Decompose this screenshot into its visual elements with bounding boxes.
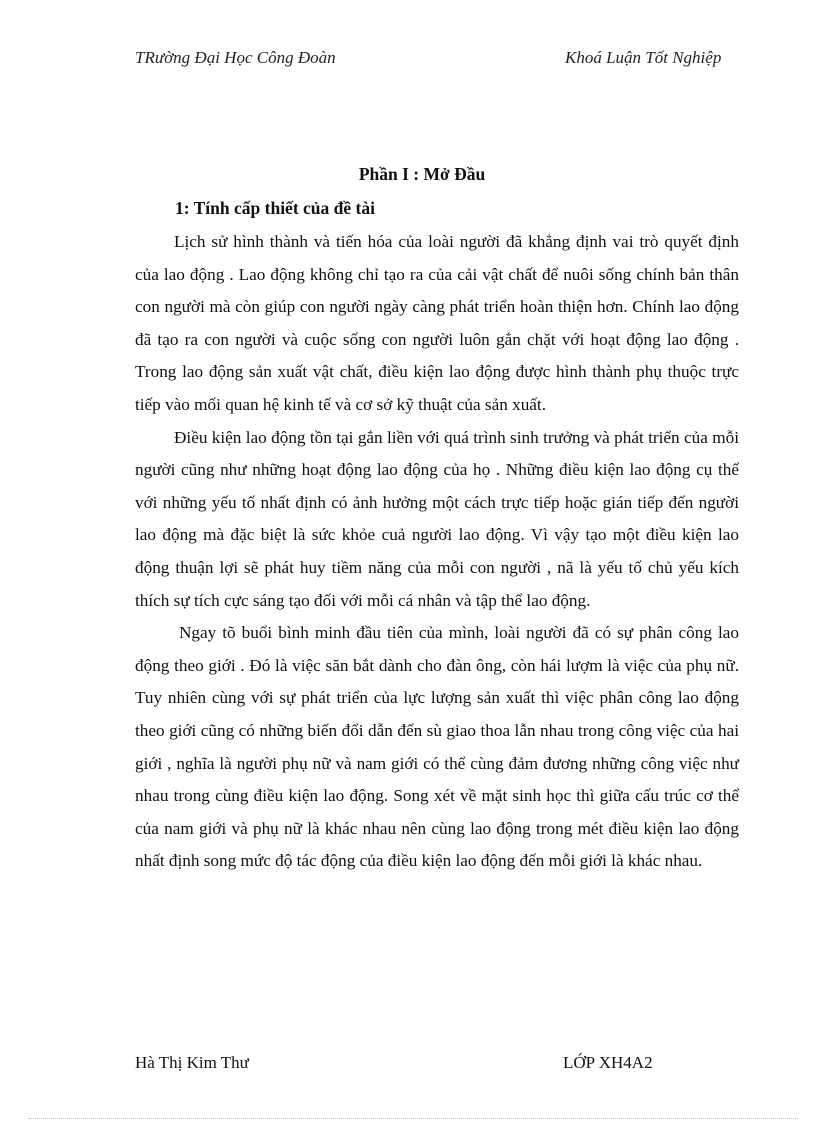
footer-class: LỚP XH4A2 — [563, 1053, 653, 1072]
header-university: TRường Đại Học Công Đoàn — [135, 48, 336, 67]
paragraph: Ngay tõ buổi bình minh đầu tiên của mình, loài người đã có sự phân công lao động theo giới . Đó là việc săn bắt dành cho đàn ông, còn hái lượm là việc của phụ nữ. Tuy nhiên cùng với sự phát triển của lực lượng sản xuất thì việc phân công lao động theo giới cũng có những biến đổi dẫn đến sù giao thoa lẫn nhau trong công việc của hai giới , nghĩa là người phụ nữ và nam giới có thể cùng đảm đương những công việc như nhau trong cùng điều kiện lao động. Song xét về mặt sinh học thì giữa cấu trúc cơ thể của nam giới và phụ nữ là khác nhau nên cùng lao động trong mét điều kiện lao động nhất định song mức độ tác động của điều kiện lao động đến mỗi giới là khác nhau. — [135, 623, 739, 871]
paragraph: Điều kiện lao động tồn tại gắn liền với quá trình sinh trưởng và phát triển của mỗi người cũng như những hoạt động lao động của họ . Những điều kiện lao động cụ thể với những yếu tố nhất định có ảnh hưởng một cách trực tiếp hoặc gián tiếp đến người lao động mà đặc biệt là sức khỏe cuả người lao động. Vì vậy tạo một điều kiện lao động thuận lợi sẽ phát huy tiềm năng của mỗi con người , nã là yếu tố chủ yếu kích thích sự tích cực sáng tạo đối với mỗi cá nhân và tập thể lao động. — [135, 427, 739, 610]
body-text — [135, 226, 739, 878]
footer-author: Hà Thị Kim Thư — [135, 1053, 249, 1072]
paragraph: Lịch sử hình thành và tiến hóa của loài người đã khẳng định vai trò quyết định của lao động . Lao động không chỉ tạo ra của cải vật chất để nuôi sống chính bản thân con người mà còn giúp con người ngày càng phát triển hoàn thiện hơn. Chính lao động đã tạo ra con người và cuộc sống con người luôn gắn chặt với hoạt động lao động . Trong lao động sản xuất vật chất, điều kiện lao động được hình thành phụ thuộc trực tiếp vào mối quan hệ kinh tế và cơ sở kỹ thuật của sản xuất. — [135, 232, 739, 414]
part-title: Phần I : Mở Đầu — [358, 164, 486, 184]
page-bottom-divider — [28, 1118, 798, 1119]
header-thesis-label: Khoá Luận Tốt Nghiệp — [565, 48, 722, 67]
section-heading: 1: Tính cấp thiết của đề tài — [175, 198, 375, 218]
